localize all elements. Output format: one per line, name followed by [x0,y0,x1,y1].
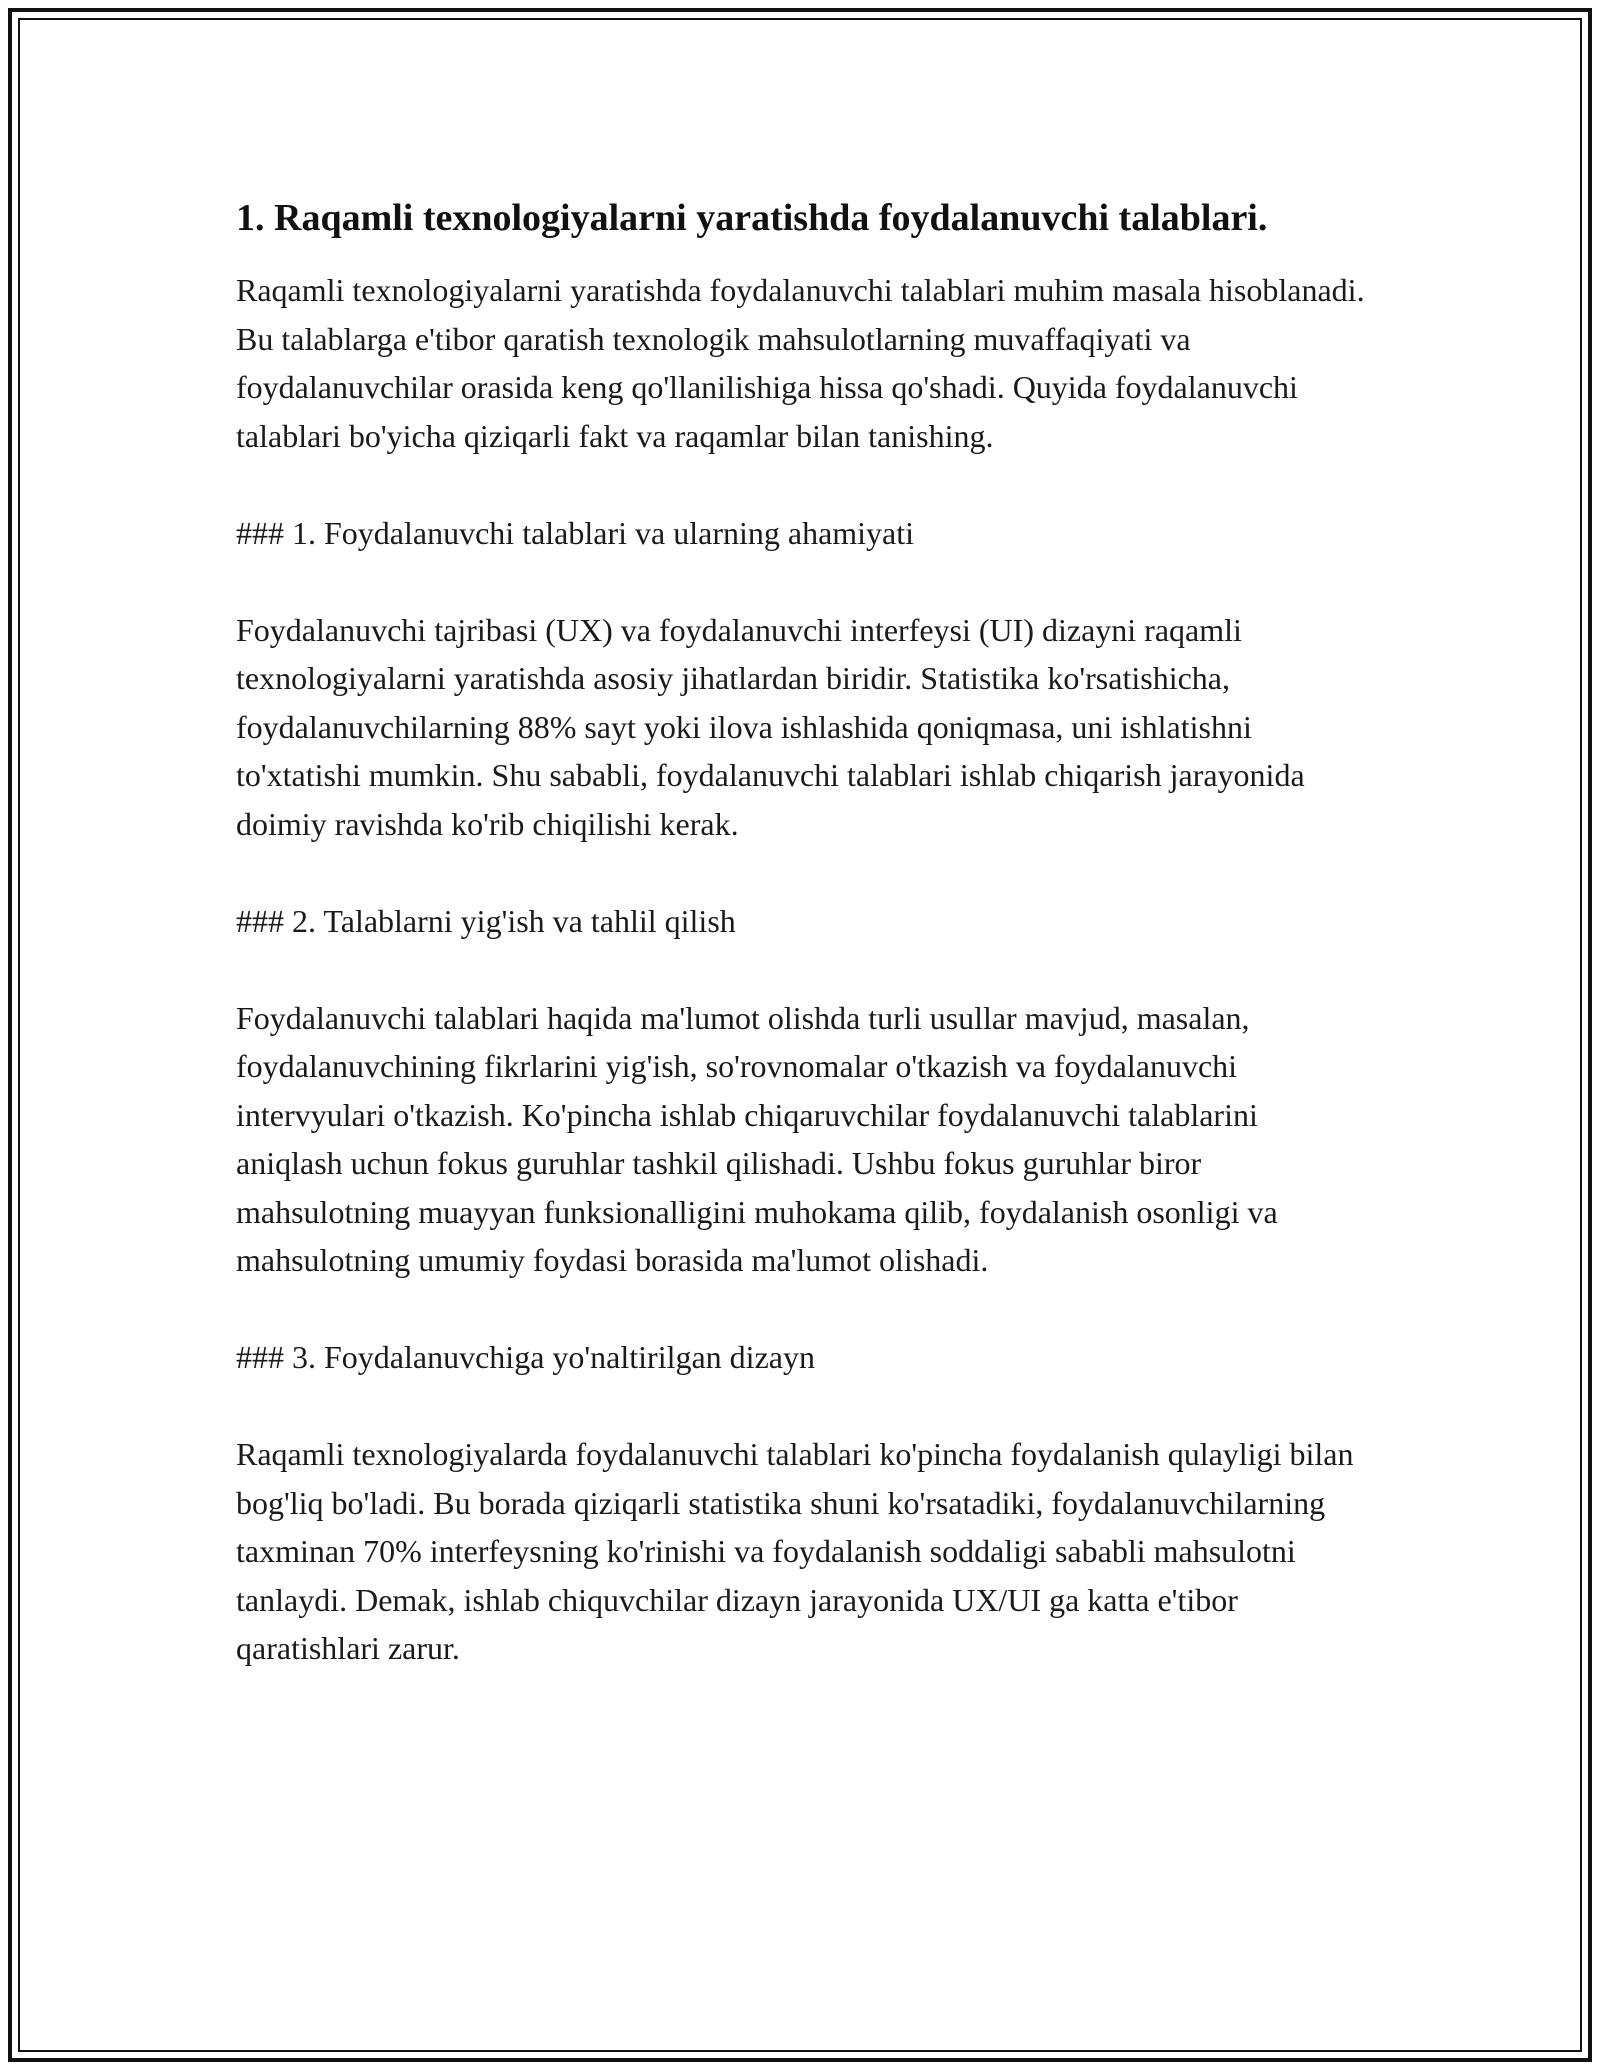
section-1-paragraph: Foydalanuvchi tajribasi (UX) va foydalanuvchi interfeysi (UI) dizayni raqamli texnologiyalarni yaratishda asosiy jihatlardan biridir. Statistika ko'rsatishicha, foydalanuvchilarning 88% sayt yoki ilova ishlashida qoniqmasa, uni ishlatishni to'xtatishi mumkin. Shu sababli, foydalanuvchi talablari ishlab chiqarish jarayonida doimiy ravishda ko'rib chiqilishi kerak. [236,611,1305,842]
paragraph-gap [236,945,1366,994]
intro-paragraph: Raqamli texnologiyalarni yaratishda foydalanuvchi talablari muhim masala hisoblanadi. Bu talablarga e'tibor qaratish texnologik mahsulotlarning muvaffaqiyati va foydalanuvchilar orasida keng qo'llanilishiga hissa qo'shadi. Quyida foydalanuvchi talablari bo'yicha qiziqarli fakt va raqamlar bilan tanishing. [236,272,1365,454]
section-2-heading: ### 2. Talablarni yig'ish va tahlil qilish [236,902,736,939]
section-2-paragraph: Foydalanuvchi talablari haqida ma'lumot olishda turli usullar mavjud, masalan, foydalanuvchining fikrlarini yig'ish, so'rovnomalar o'tkazish va foydalanuvchi intervyulari o'tkazish. Ko'pincha ishlab chiqaruvchilar foydalanuvchi talablarini aniqlash uchun fokus guruhlar tashkil qilishadi. Ushbu fokus guruhlar biror mahsulotning muayyan funksionalligini muhokama qilib, foydalanish osonligi va mahsulotning umumiy foydasi borasida ma'lumot olishadi. [236,999,1278,1278]
paragraph-gap [236,557,1366,606]
paragraph-gap [236,1285,1366,1334]
section-3-heading: ### 3. Foydalanuvchiga yo'naltirilgan dizayn [236,1339,815,1375]
section-1-heading: ### 1. Foydalanuvchi talablari va ularning ahamiyati [236,514,915,551]
document-title: 1. Raqamli texnologiyalarni yaratishda foydalanuvchi talablari. [236,197,1268,239]
paragraph-gap [236,460,1366,509]
document-body [236,190,1366,1673]
paragraph-gap [236,1382,1366,1431]
section-3-paragraph: Raqamli texnologiyalarda foydalanuvchi talablari ko'pincha foydalanish qulayligi bilan bog'liq bo'ladi. Bu borada qiziqarli statistika shuni ko'rsatadiki, foydalanuvchilarning taxminan 70% interfeysning ko'rinishi va foydalanish soddaligi sababli mahsulotni tanlaydi. Demak, ishlab chiquvchilar dizayn jarayonida UX/UI ga katta e'tibor qaratishlari zarur. [236,1436,1354,1666]
paragraph-gap [236,848,1366,897]
